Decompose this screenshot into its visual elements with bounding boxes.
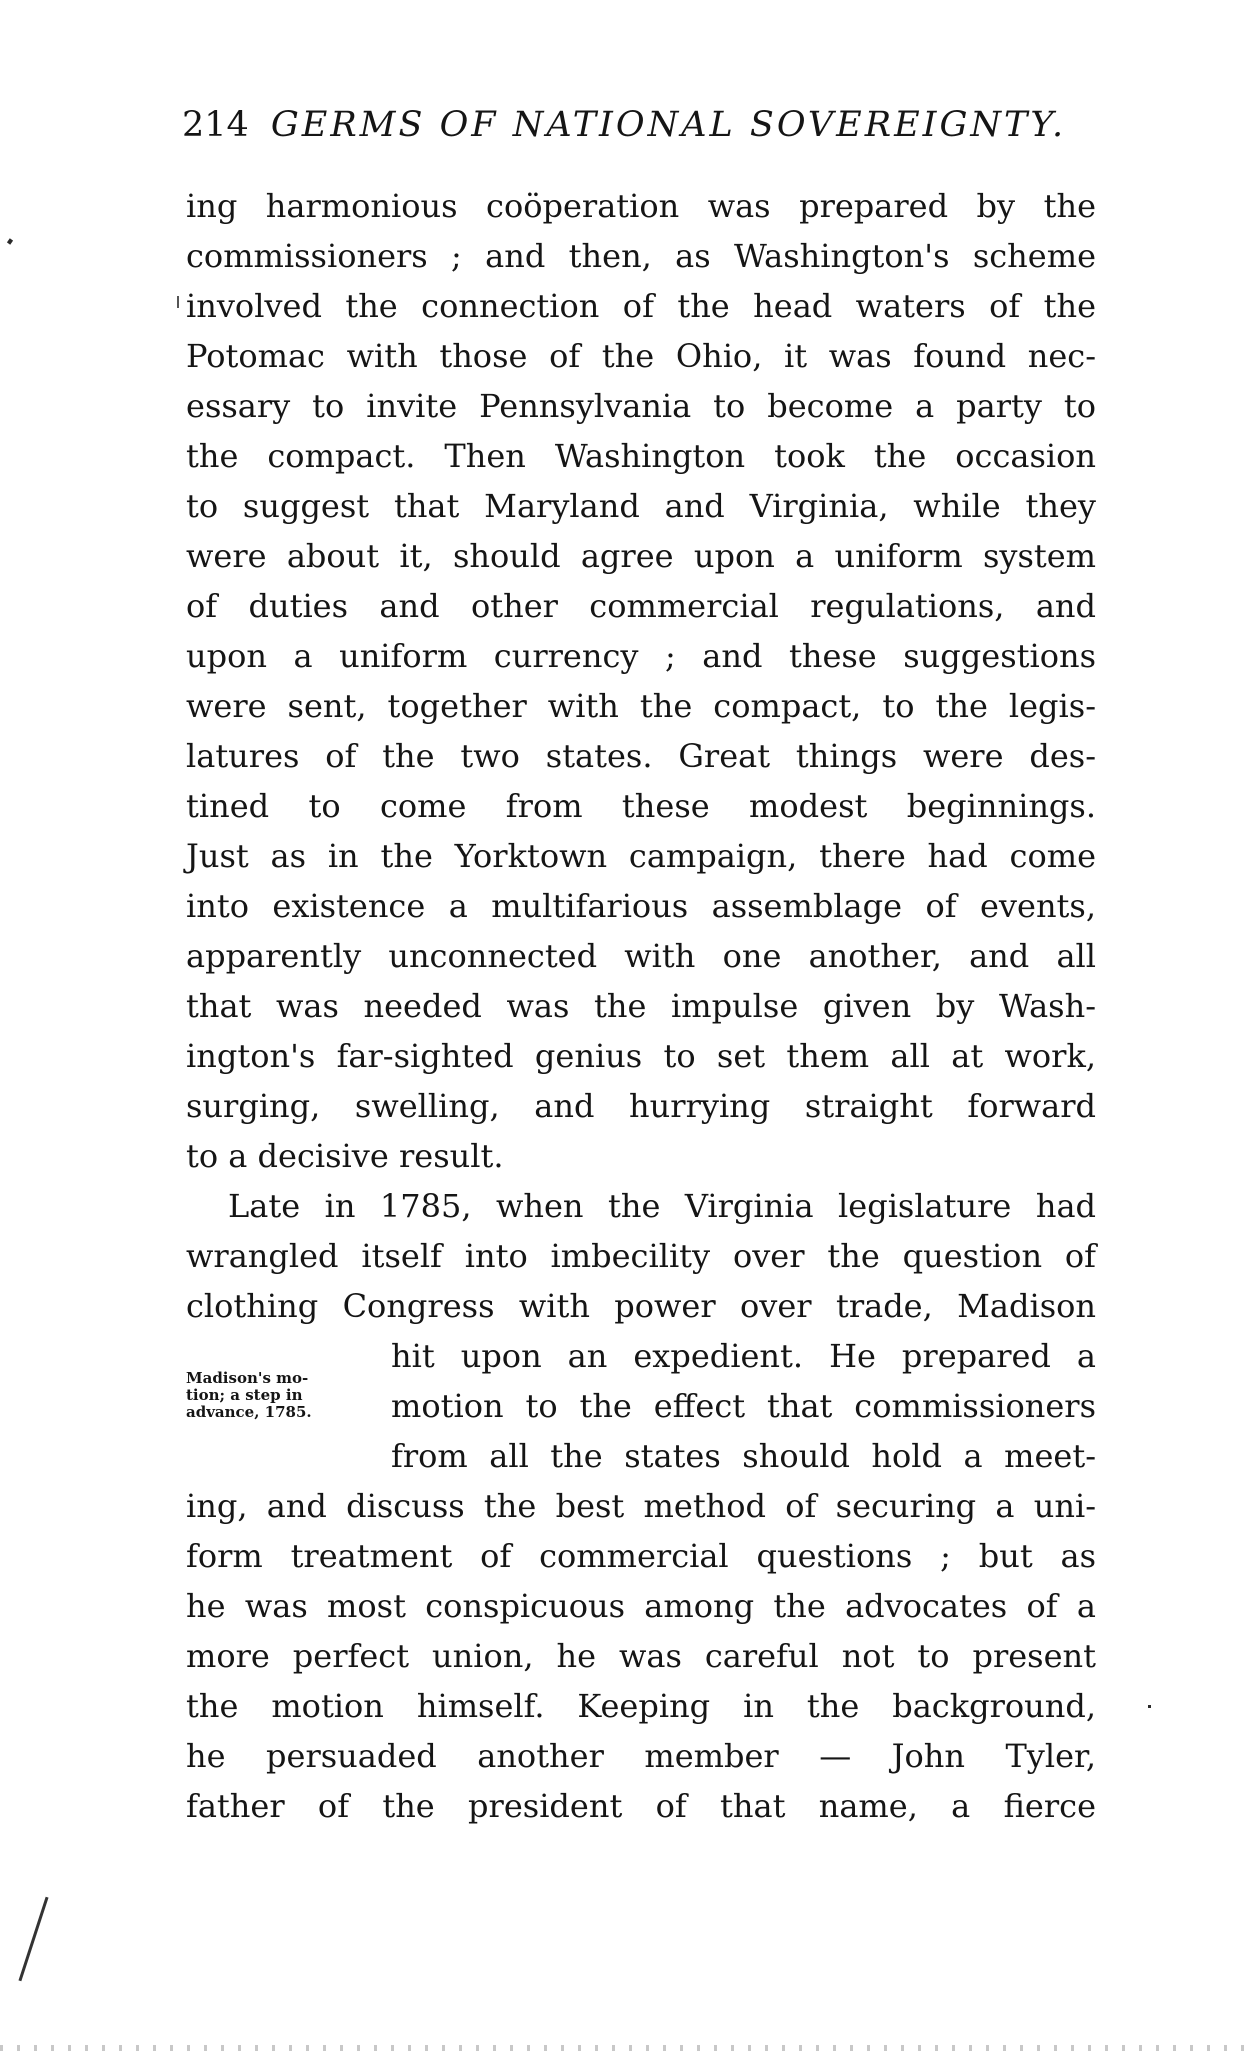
text-line: motion to the effect that commissioners: [391, 1387, 1096, 1425]
text-line: upon a uniform currency ; and these suggestions: [186, 637, 1096, 675]
sidenote-line: Madison's mo-: [186, 1369, 309, 1387]
text-line: hit upon an expedient. He prepared a: [391, 1337, 1096, 1375]
text-line: essary to invite Pennsylvania to become a party to: [186, 387, 1096, 425]
text-line: apparently unconnected with one another, and all: [186, 937, 1096, 975]
running-title: GERMS OF NATIONAL SOVEREIGNTY.: [270, 105, 1067, 145]
text-line: to suggest that Maryland and Virginia, while they: [186, 487, 1096, 525]
text-line: he persuaded another member — John Tyler,: [186, 1737, 1096, 1775]
ink-speck: [177, 296, 179, 308]
text-line: more perfect union, he was careful not to present: [186, 1637, 1096, 1675]
text-line: ington's far-sighted genius to set them all at work,: [186, 1037, 1096, 1075]
text-line: the motion himself. Keeping in the background,: [186, 1687, 1096, 1725]
paragraph-2: [186, 1181, 1096, 1831]
ink-speck: [1148, 1705, 1151, 1708]
text-line: were about it, should agree upon a uniform system: [186, 537, 1096, 575]
sidenote-line: tion; a step in: [186, 1386, 303, 1404]
ink-speck: [7, 238, 13, 244]
margin-sidenote: [186, 1370, 381, 1421]
text-line: latures of the two states. Great things were des-: [186, 737, 1096, 775]
text-line: the compact. Then Washington took the occasion: [186, 437, 1096, 475]
text-line: Late in 1785, when the Virginia legislature had: [228, 1187, 1096, 1225]
scan-edge-noise: [0, 2045, 1255, 2051]
text-line: form treatment of commercial questions ; but as: [186, 1537, 1096, 1575]
text-line: clothing Congress with power over trade, Madison: [186, 1287, 1096, 1325]
text-line: commissioners ; and then, as Washington's scheme: [186, 237, 1096, 275]
text-line: of duties and other commercial regulations, and: [186, 587, 1096, 625]
text-line: Potomac with those of the Ohio, it was found nec-: [186, 337, 1096, 375]
text-line: involved the connection of the head waters of the: [186, 287, 1096, 325]
paragraph-1: [186, 181, 1096, 1181]
text-line: wrangled itself into imbecility over the question of: [186, 1237, 1096, 1275]
text-line: were sent, together with the compact, to the legis-: [186, 687, 1096, 725]
text-line: that was needed was the impulse given by Wash-: [186, 987, 1096, 1025]
page-number: 214: [182, 105, 249, 145]
text-line: he was most conspicuous among the advocates of a: [186, 1587, 1096, 1625]
text-line: father of the president of that name, a fierce: [186, 1787, 1096, 1825]
text-line: into existence a multifarious assemblage of events,: [186, 887, 1096, 925]
pencil-slash-mark: [18, 1897, 48, 1982]
text-line: Just as in the Yorktown campaign, there had come: [186, 837, 1096, 875]
text-line: from all the states should hold a meet-: [391, 1437, 1096, 1475]
text-line: tined to come from these modest beginnings.: [186, 787, 1096, 825]
text-line: to a decisive result.: [186, 1137, 504, 1175]
text-line: ing harmonious coöperation was prepared by the: [186, 187, 1096, 225]
text-line: ing, and discuss the best method of securing a uni-: [186, 1487, 1096, 1525]
text-line: surging, swelling, and hurrying straight forward: [186, 1087, 1096, 1125]
sidenote-line: advance, 1785.: [186, 1403, 312, 1421]
page-header: [182, 100, 1102, 150]
